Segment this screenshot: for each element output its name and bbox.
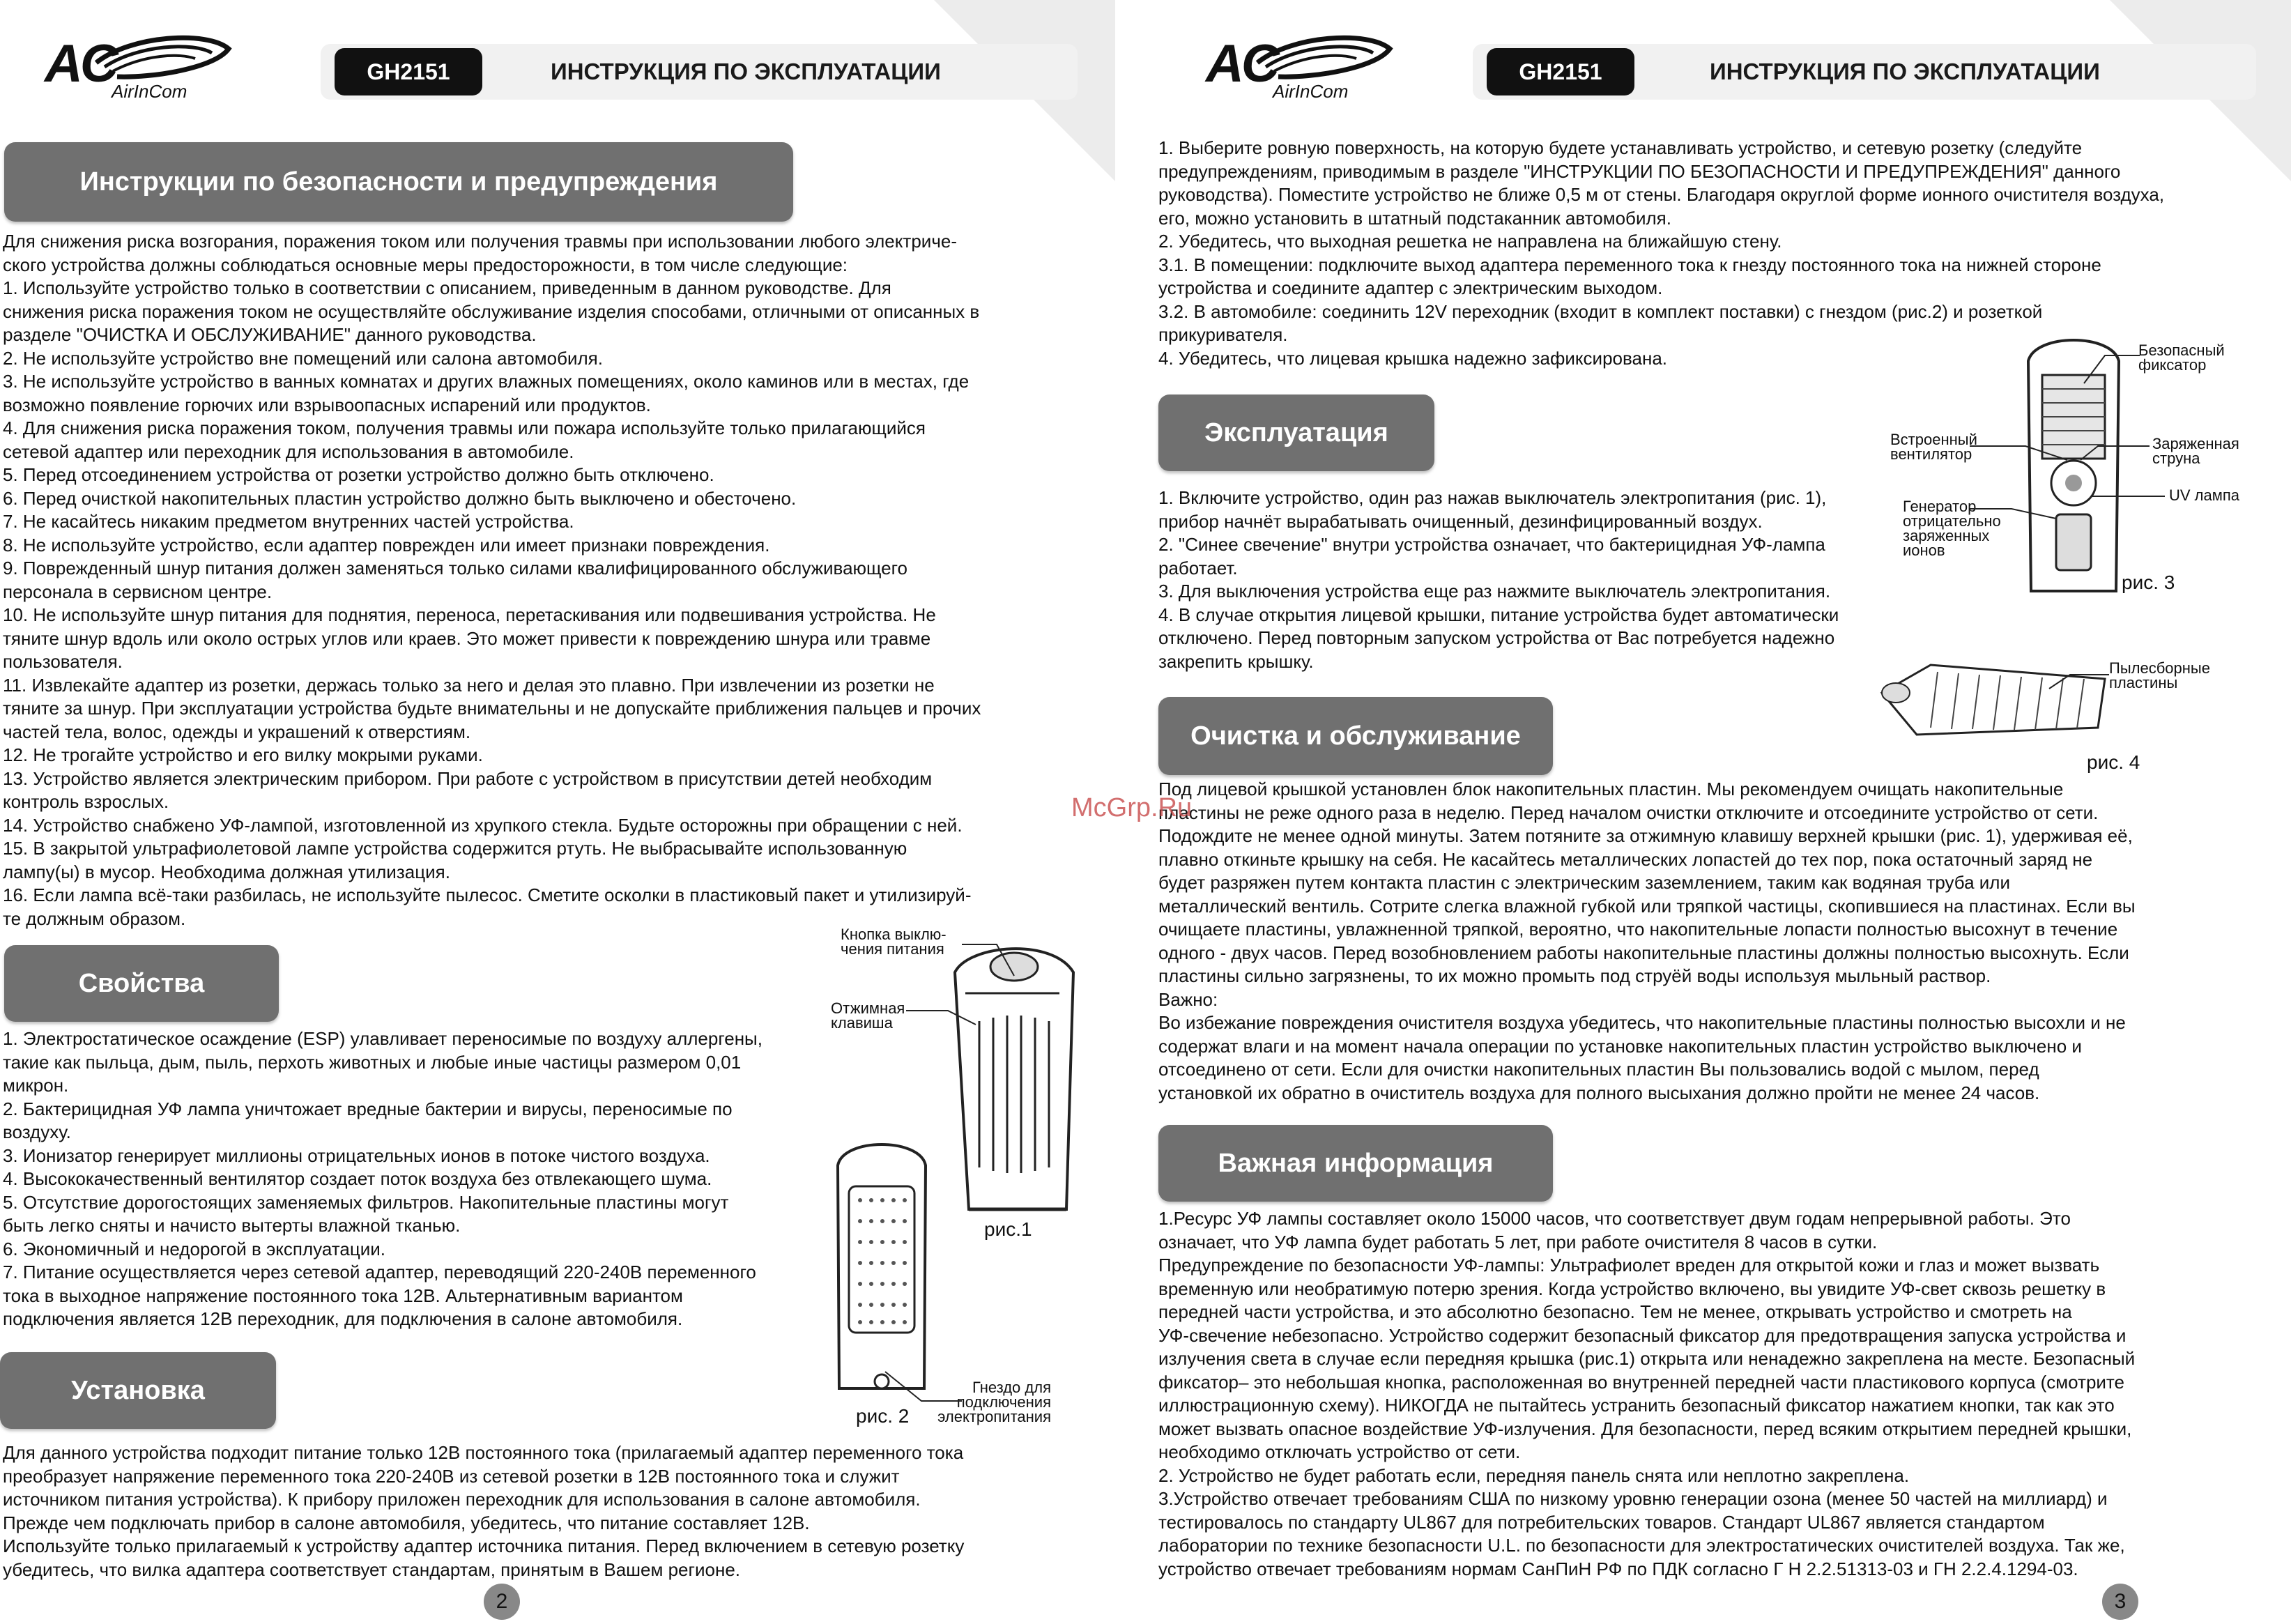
leader-line xyxy=(2091,488,2169,509)
operation-heading: Эксплуатация xyxy=(1158,394,1434,471)
page-number: 2 xyxy=(484,1584,520,1620)
safety-heading: Инструкции по безопасности и предупреждения xyxy=(4,142,793,222)
properties-text: 1. Электростатическое осаждение (ESP) улавливает переносимые по воздуху аллергены, такие как пыльца, дым, пыль, перхоть животных и любые иные частицы размером 0,01 микрон. 2. Бактерицидная УФ лампа уничтожает вредные бактерии и вирусы, переносимые по воздуху. 3. Ионизатор генерирует миллионы отрицательных ионов в потоке чистого воздуха. 4. Высококачественный вентилятор создает поток воздуха без отвлекающего шума. 5. Отсутствие дорогостоящих заменяемых фильтров. Накопительные пластины могут быть легко сняты и начисто вытерты влажной тканью. 6. Экономичный и недорогой в эксплуатации. 7. Питание осуществляется через сетевой адаптер, переводящий 220-240В переменного тока в выходное напряжение постоянного тока 12В. Альтернативным вариантом подключения является 12В переходник, для подключения в салоне автомобиля. xyxy=(3,1028,763,1329)
figure-1-caption: рис.1 xyxy=(984,1218,1032,1240)
logo-mark: AC xyxy=(45,34,116,93)
brand-name: AirInCom xyxy=(1273,81,1349,102)
important-heading: Важная информация xyxy=(1158,1125,1553,1202)
leader-line xyxy=(906,1004,983,1032)
figure-4-caption: рис. 4 xyxy=(2087,751,2140,773)
brand-logo xyxy=(1206,35,1394,105)
install-steps-text: 1. Выберите ровную поверхность, на которую будете устанавливать устройство, и сетевую розетку (следуйте предупреждениям, приводимым в разделе "ИНСТРУКЦИИ ПО БЕЗОПАСНОСТИ И ПРЕДУПРЕЖДЕНИЯ" данного руководства). Поместите устройство не ближе 0,5 м от стены. Благодаря округлой форме ионного очистителя воздуха, его, можно установить в штатный подстаканник автомобиля. 2. Убедитесь, что выходная решетка не направлена на ближайшую стену. 3.1. В помещении: подключите выход адаптера переменного тока к гнезду постоянного тока на нижней стороне устройства и соедините адаптер с электрическим выходом. 3.2. В автомобиле: соединить 12V переходник (входит в комплект поставки) с гнездом (рис.2) и розеткой прикуривателя. 4. Убедитесь, что лицевая крышка надежно зафиксирована. xyxy=(1158,137,2165,369)
doc-title: ИНСТРУКЦИЯ ПО ЭКСПЛУАТАЦИИ xyxy=(1710,59,2100,84)
header-bar xyxy=(1473,44,2256,100)
label-uv-lamp: UV лампа xyxy=(2169,487,2240,504)
leader-line xyxy=(962,937,1025,979)
leader-line xyxy=(880,1366,963,1408)
cleaning-text: Под лицевой крышкой установлен блок накопительных пластин. Мы рекомендуем очищать накопительные пластины не реже одного раза в неделю. Перед началом очистки отключите и отсоедините устройство от сети. Подождите не менее одной минуты. Затем потяните за отжимную клавишу верхней крышки (рис. 1), удерживая её, плавно откиньте крышку на себя. Не касайтесь металлических лопастей до тех пор, пока остаточный заряд не будет разряжен путем контакта пластин с электрическим заземлением, таким как водяная труба или металлический вентиль. Сотрите слегка влажной губкой или тряпкой частицы, скопившиеся на пластинах. Если вы очищаете пластины, увлажненной тряпкой, вероятно, что накопительные лопасти полностью высохнут в течение одного - двух часов. Перед возобновлением работы накопительные пластины должны полностью высохнуть. Если пластины сильно загрязнены, то их можно промыть под струёй воды используя мыльный раствор. Важно: Во избежание повреждения очистителя воздуха убедитесь, что накопительные пластины полностью высохли и не содержат влаги и на момент начала операции по установке накопительных пластин устройство выключено и отсоединено от сети. Если для очистки накопительных пластин Вы пользовались водой с мылом, перед установкой их обратно в очиститель воздуха для полного высыхания должно пройти не менее 24 часов. xyxy=(1158,779,2136,1103)
right-page xyxy=(1115,0,2291,1624)
safety-text: Для снижения риска возгорания, поражения током или получения травмы при использовании любого электриче- ского устройства должны соблюдаться основные меры предосторожности, в том числе следующие: 1. Используйте устройство только в соответствии с описанием, приведенным в данном руководстве. Для снижения риска поражения током не осуществляйте обслуживание изделия способами, отличными от описанных в разделе "ОЧИСТКА И ОБСЛУЖИВАНИЕ" данного руководства. 2. Не используйте устройство вне помещений или салона автомобиля. 3. Не используйте устройство в ванных комнатах и других влажных помещениях, около каминов или в местах, где возможно появление горючих или взрывоопасных испарений или продуктов. 4. Для снижения риска поражения током, получения травмы или пожара используйте только прилагающийся сетевой адаптер или переходник для использования в автомобиле. 5. Перед отсоединением устройства от розетки устройство должно быть отключено. 6. Перед очисткой накопительных пластин устройство должно быть выключено и обесточено. 7. Не касайтесь никаким предметом внутренних частей устройства. 8. Не используйте устройство, если адаптер поврежден или имеет признаки повреждения. 9. Поврежденный шнур питания должен заменяться только силами квалифицированного обслуживающего персонала в сервисном центре. 10. Не используйте шнур питания для поднятия, переноса, перетаскивания или подвешивания устройства. Не тяните шнур вдоль или около острых углов или краев. Это может привести к повреждению шнура или травме пользователя. 11. Извлекайте адаптер из розетки, держась только за него и делая это плавно. При извлечении из розетки не тяните за шнур. При эксплуатации устройства будьте внимательны и не допускайте приближения пальцев и прочих частей тела, волос, одежды и украшений к отверстиям. 12. Не трогайте устройство и его вилку мокрыми руками. 13. Устройство является электрическим прибором. При работе с устройством в присутствии детей необходим контроль взрослых. 14. Устройство снабжено УФ-лампой, изготовленной из хрупкого стекла. Будьте осторожны при обращении с ней. 15. В закрытой ультрафиолетовой лампе устройства содержится ртуть. Не выбрасывайте использованную лампу(ы) в мусор. Необходима должная утилизация. 16. Если лампа всё-таки разбилась, не используйте пылесос. Сметите осколки в пластиковый пакет и утилизируй- те должным образом. xyxy=(3,231,981,929)
leader-line xyxy=(2077,439,2154,467)
label-fan: Встроенный вентилятор xyxy=(1890,431,1977,463)
logo-swoosh-icon xyxy=(1250,35,1397,85)
model-badge: GH2151 xyxy=(335,48,482,95)
operation-text: 1. Включите устройство, один раз нажав выключатель электропитания (рис. 1), прибор начнёт вырабатывать очищенный, дезинфицированный воздух. 2. "Синее свечение" внутри устройства означает, что бактерицидная УФ-лампа работает. 3. Для выключения устройства еще раз нажмите выключатель электропитания. 4. В случае открытия лицевой крышки, питание устройства будет автоматически отключено. Перед повторным запуском устройства от Вас потребуется надежно закрепить крышку. xyxy=(1158,487,1839,672)
page-number: 3 xyxy=(2102,1584,2138,1620)
plates-figure-4 xyxy=(1875,651,2112,742)
leader-line xyxy=(2077,348,2147,390)
logo-mark: AC xyxy=(1206,34,1277,93)
cleaning-heading: Очистка и обслуживание xyxy=(1158,697,1553,775)
model-badge: GH2151 xyxy=(1487,48,1634,95)
doc-title: ИНСТРУКЦИЯ ПО ЭКСПЛУАТАЦИИ xyxy=(551,59,941,84)
header-bar xyxy=(321,44,1078,100)
install-text: Для данного устройства подходит питание только 12В постоянного тока (прилагаемый адаптер переменного тока преобразует напряжение переменного тока 220-240В из сетевой розетки в 12В постоянного тока и служит источником питания устройства). К прибору приложен переходник для использования в салоне автомобиля. Прежде чем подключать прибор в салоне автомобиля, убедитесь, что питание составляет 12В. Используйте только прилагаемый к устройству адаптер источника питания. Перед включением в сетевую розетку убедитесь, что вилка адаптера соответствует стандартам, принятым в Вашем регионе. xyxy=(3,1442,965,1580)
watermark: McGrp.Ru xyxy=(1071,793,1193,822)
leader-line xyxy=(1970,502,2060,530)
label-dust-plates: Пылесборные пластины xyxy=(2109,659,2210,691)
brand-logo xyxy=(45,35,233,105)
properties-heading: Свойства xyxy=(4,945,279,1022)
label-charged-string: Заряженная струна xyxy=(2152,435,2239,467)
figure-2-caption: рис. 2 xyxy=(856,1405,910,1427)
label-power-socket: Гнездо для подключения электропитания xyxy=(937,1379,1051,1425)
label-ion-generator: Генератор отрицательно заряженных ионов xyxy=(1903,498,2001,559)
leader-line xyxy=(2042,668,2112,696)
label-safety-lock: Безопасный фиксатор xyxy=(2138,342,2225,374)
left-page xyxy=(0,0,1115,1624)
label-release-key: Отжимная клавиша xyxy=(831,999,905,1032)
label-power-button: Кнопка выклю- чения питания xyxy=(841,926,947,958)
brand-name: AirInCom xyxy=(112,81,187,102)
leader-line xyxy=(1970,439,2074,467)
purifier-figure-2 xyxy=(829,1137,934,1402)
figure-3-caption: рис. 3 xyxy=(2122,572,2175,593)
important-text: 1.Ресурс УФ лампы составляет около 15000 часов, что соответствует двум годам непрерывной работы. Это означает, что УФ лампа будет работать 5 лет, при работе очистителя 8 часов в сутки. Предупреждение по безопасности УФ-лампы: Ультрафиолет вреден для открытой кожи и глаз и может вызвать временную или необратимую потерю зрения. Когда устройство включено, вы увидите УФ-свет сквозь решетку в передней части устройства, и это абсолютно безопасно. Тем не менее, открывать устройство и смотреть на УФ-свечение небезопасно. Устройство содержит безопасный фиксатор для предотвращения запуска устройства и излучения света в случае если передняя крышка (рис.1) открыта или ненадежно закреплена на месте. Безопасный фиксатор– это небольшая кнопка, расположенная во внутренней передней части пластикового корпуса (смотрите иллюстрационную схему). НИКОГДА не пытайтесь устранить безопасный фиксатор нажатием кнопки, так как это может вызвать опасное воздействие УФ-излучения. Для безопасности, перед всяким открытием передней крышки, необходимо отключать устройство от сети. 2. Устройство не будет работать если, передняя панель снята или неплотно закреплена. 3.Устройство отвечает требованиям США по низкому уровню генерации озона (менее 50 частей на миллиард) и тестировалось по стандарту UL867 для потребительских товаров. Стандарт UL867 является стандартом лаборатории по технике безопасности U.L. по безопасности для электростатических очистителей воздуха. Так же, устройство отвечает требованиям нормам СанПиН РФ по ПДК согласно Г Н 2.2.51313-03 и ГН 2.2.4.1294-03. xyxy=(1158,1208,2136,1579)
install-heading: Установка xyxy=(0,1352,276,1429)
logo-swoosh-icon xyxy=(89,35,236,85)
